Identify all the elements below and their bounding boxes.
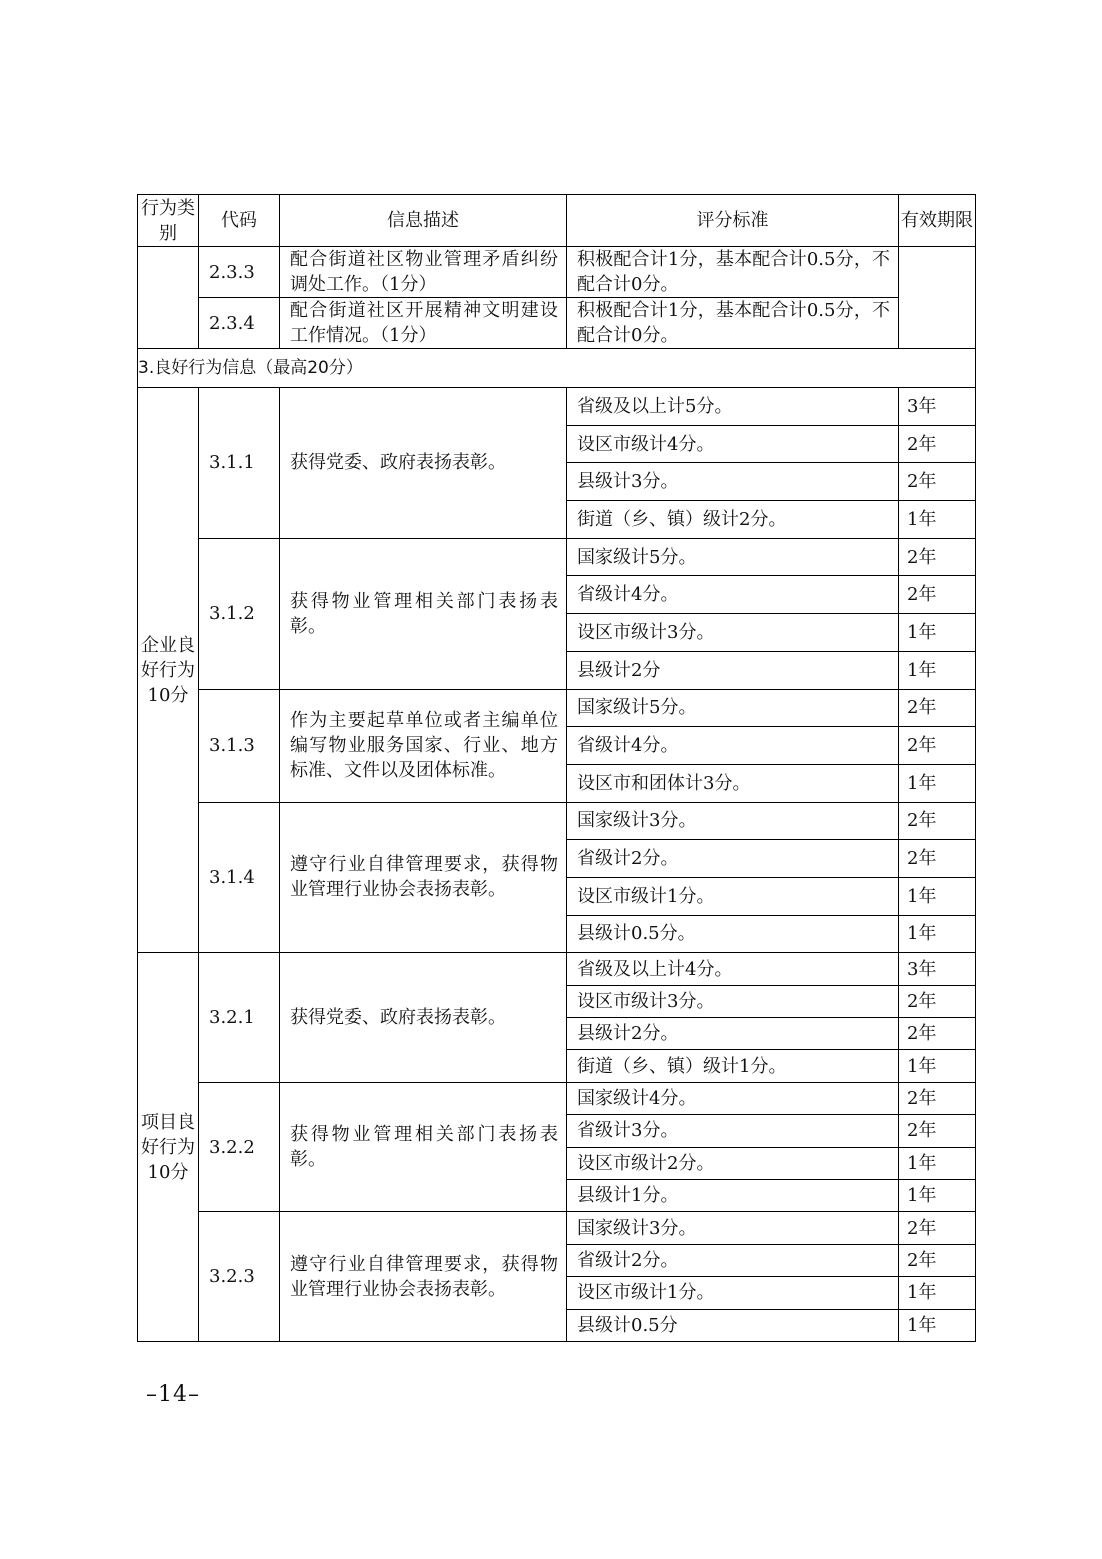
table-row — [138, 247, 976, 298]
criteria-standard: 县级计0.5分 — [567, 1309, 899, 1341]
criteria-validity: 2年 — [899, 425, 976, 463]
criteria-validity: 2年 — [899, 463, 976, 501]
row-description: 配合街道社区开展精神文明建设工作情况。（1分） — [280, 298, 567, 349]
criteria-validity: 2年 — [899, 538, 976, 576]
item-description: 获得物业管理相关部门表扬表彰。 — [280, 1082, 567, 1212]
criteria-standard: 国家级计5分。 — [567, 689, 899, 727]
criteria-standard: 国家级计3分。 — [567, 802, 899, 840]
item-code: 3.1.4 — [199, 802, 280, 953]
criteria-row — [138, 953, 976, 985]
row-code: 2.3.3 — [199, 247, 280, 298]
header-validity: 有效期限 — [899, 195, 976, 247]
item-description: 遵守行业自律管理要求，获得物业管理行业协会表扬表彰。 — [280, 802, 567, 953]
row-standard: 积极配合计1分，基本配合计0.5分，不配合计0分。 — [567, 247, 899, 298]
criteria-validity: 3年 — [899, 388, 976, 426]
criteria-validity: 2年 — [899, 576, 976, 614]
header-code: 代码 — [199, 195, 280, 247]
criteria-validity: 2年 — [899, 727, 976, 765]
item-description: 获得党委、政府表扬表彰。 — [280, 388, 567, 539]
criteria-standard: 设区市级计1分。 — [567, 877, 899, 915]
item-description: 获得物业管理相关部门表扬表彰。 — [280, 538, 567, 689]
criteria-standard: 省级及以上计5分。 — [567, 388, 899, 426]
criteria-row — [138, 388, 976, 426]
criteria-standard: 国家级计3分。 — [567, 1212, 899, 1244]
page-number: –14– — [146, 1382, 200, 1407]
criteria-standard: 省级计2分。 — [567, 840, 899, 878]
criteria-standard: 县级计1分。 — [567, 1180, 899, 1212]
criteria-standard: 设区市级计3分。 — [567, 985, 899, 1017]
criteria-standard: 设区市级计2分。 — [567, 1147, 899, 1179]
criteria-row — [138, 538, 976, 576]
criteria-standard: 设区市级计1分。 — [567, 1277, 899, 1309]
criteria-standard: 省级计2分。 — [567, 1244, 899, 1276]
criteria-standard: 县级计0.5分。 — [567, 915, 899, 953]
item-code: 3.1.3 — [199, 689, 280, 802]
item-code: 3.1.2 — [199, 538, 280, 689]
criteria-standard: 设区市和团体计3分。 — [567, 764, 899, 802]
criteria-validity: 1年 — [899, 1050, 976, 1082]
criteria-validity: 1年 — [899, 1180, 976, 1212]
category-cell-empty — [138, 247, 199, 349]
criteria-validity: 2年 — [899, 689, 976, 727]
criteria-validity: 1年 — [899, 1277, 976, 1309]
criteria-standard: 国家级计4分。 — [567, 1082, 899, 1114]
item-code: 3.2.1 — [199, 953, 280, 1083]
criteria-validity: 1年 — [899, 651, 976, 689]
criteria-standard: 国家级计5分。 — [567, 538, 899, 576]
validity-cell-empty — [899, 247, 976, 349]
criteria-validity: 1年 — [899, 764, 976, 802]
criteria-validity: 2年 — [899, 1082, 976, 1114]
item-code: 3.2.2 — [199, 1082, 280, 1212]
criteria-validity: 2年 — [899, 985, 976, 1017]
header-category: 行为类别 — [138, 195, 199, 247]
header-standard: 评分标准 — [567, 195, 899, 247]
enterprise-category: 企业良好行为10分 — [138, 388, 199, 953]
criteria-standard: 县级计3分。 — [567, 463, 899, 501]
criteria-validity: 2年 — [899, 1244, 976, 1276]
criteria-standard: 省级及以上计4分。 — [567, 953, 899, 985]
scoring-table — [137, 194, 976, 1342]
criteria-standard: 省级计4分。 — [567, 727, 899, 765]
criteria-standard: 省级计3分。 — [567, 1115, 899, 1147]
criteria-validity: 1年 — [899, 915, 976, 953]
criteria-row — [138, 1082, 976, 1114]
item-description: 获得党委、政府表扬表彰。 — [280, 953, 567, 1083]
row-code: 2.3.4 — [199, 298, 280, 349]
project-category: 项目良好行为10分 — [138, 953, 199, 1342]
criteria-row — [138, 1212, 976, 1244]
criteria-validity: 1年 — [899, 501, 976, 539]
criteria-validity: 1年 — [899, 877, 976, 915]
criteria-row — [138, 689, 976, 727]
table-row — [138, 298, 976, 349]
header-description: 信息描述 — [280, 195, 567, 247]
criteria-validity: 3年 — [899, 953, 976, 985]
item-description: 作为主要起草单位或者主编单位编写物业服务国家、行业、地方标准、文件以及团体标准。 — [280, 689, 567, 802]
criteria-validity: 2年 — [899, 1018, 976, 1050]
table-header-row — [138, 195, 976, 247]
row-standard: 积极配合计1分，基本配合计0.5分，不配合计0分。 — [567, 298, 899, 349]
criteria-validity: 1年 — [899, 614, 976, 652]
criteria-standard: 街道（乡、镇）级计2分。 — [567, 501, 899, 539]
criteria-standard: 设区市级计3分。 — [567, 614, 899, 652]
criteria-standard: 省级计4分。 — [567, 576, 899, 614]
criteria-standard: 县级计2分。 — [567, 1018, 899, 1050]
criteria-validity: 2年 — [899, 840, 976, 878]
item-code: 3.2.3 — [199, 1212, 280, 1342]
criteria-validity: 1年 — [899, 1309, 976, 1341]
item-description: 遵守行业自律管理要求，获得物业管理行业协会表扬表彰。 — [280, 1212, 567, 1342]
criteria-validity: 2年 — [899, 802, 976, 840]
item-code: 3.1.1 — [199, 388, 280, 539]
row-description: 配合街道社区物业管理矛盾纠纷调处工作。（1分） — [280, 247, 567, 298]
criteria-validity: 2年 — [899, 1212, 976, 1244]
criteria-row — [138, 802, 976, 840]
criteria-standard: 设区市级计4分。 — [567, 425, 899, 463]
section-heading: 3.良好行为信息（最高20分） — [138, 349, 976, 388]
section-heading-row — [138, 349, 976, 388]
criteria-standard: 县级计2分 — [567, 651, 899, 689]
criteria-validity: 2年 — [899, 1115, 976, 1147]
criteria-standard: 街道（乡、镇）级计1分。 — [567, 1050, 899, 1082]
criteria-validity: 1年 — [899, 1147, 976, 1179]
